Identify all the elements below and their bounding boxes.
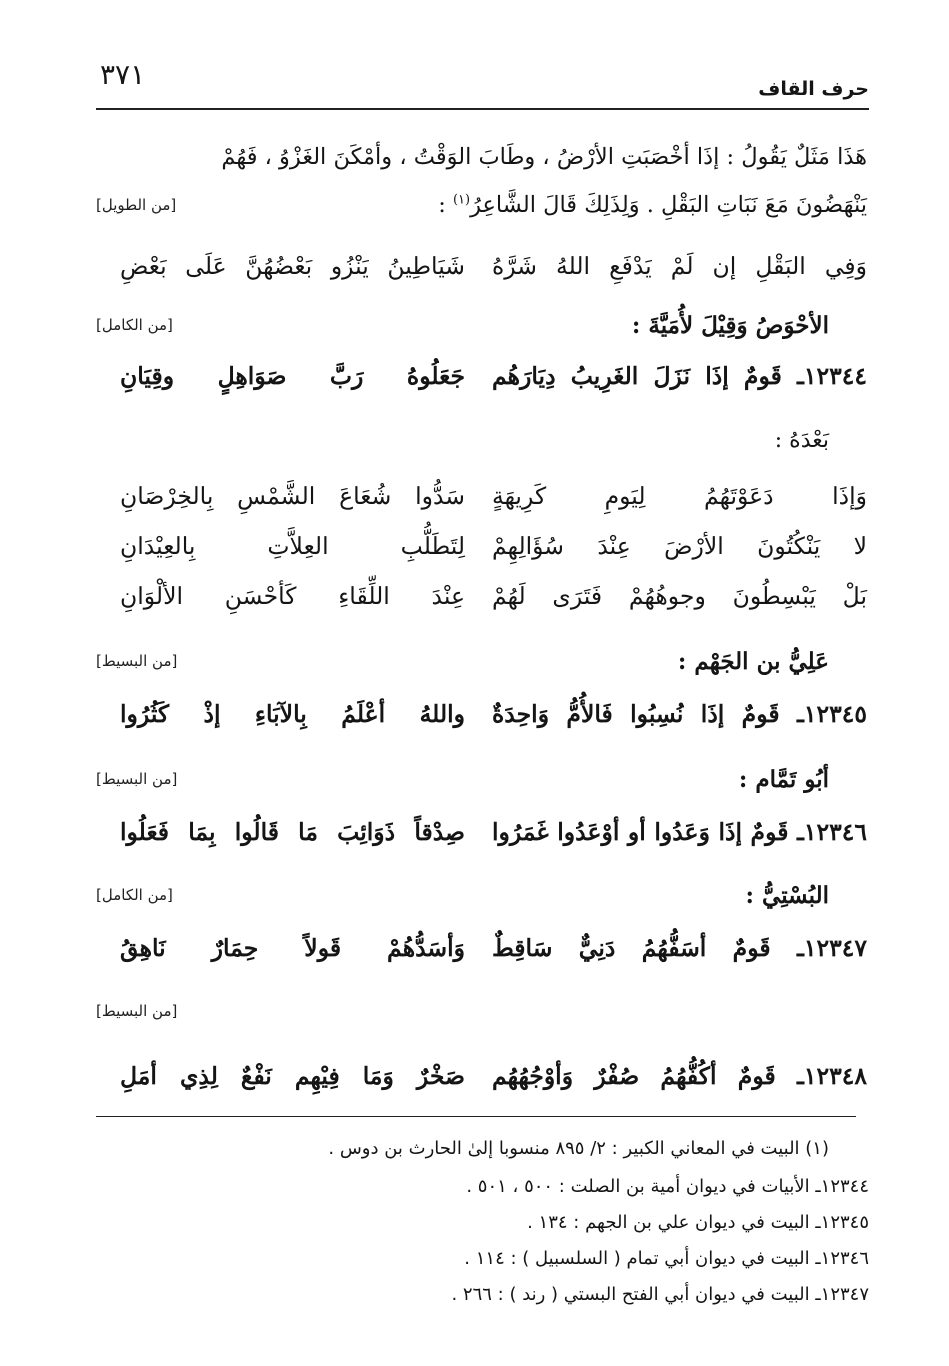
verse-0-right: وَفِي البَقْلِ إن لَمْ يَدْفَعِ اللهُ شَرَّهُ (492, 252, 867, 280)
footnote-12344: ١٢٣٤٤ـ الأبيات في ديوان أمية بن الصلت : ٥٠٠ ، ٥٠١ . (466, 1176, 869, 1197)
chapter-title: حرف القاف (758, 78, 869, 100)
verse-12345-left: واللهُ أعْلَمُ بِالآبَاءِ إذْ كَثُرُوا (120, 700, 465, 728)
couplet-1-left: سَدُّوا شُعَاعَ الشَّمْسِ بِالخِرْصَانِ (120, 482, 465, 510)
couplet-3-right: بَلْ يَبْسِطُونَ وجوهُهُمْ فَتَرَى لَهُمْ (492, 582, 867, 610)
verse-12345-right: ١٢٣٤٥ـ قَومٌ إذَا نُسِبُوا فَالأُمُّ وَاحِدَةٌ (492, 700, 867, 728)
couplet-2-left: لِتَطَلُّبِ العِلاَّتِ بِالعِيْدَانِ (120, 532, 465, 560)
verse-0-left: شَيَاطِينُ يَنْزُو بَعْضُهُنَّ عَلَى بَعْضِ (120, 252, 465, 280)
meter-12347: [من الكامل] (96, 886, 173, 904)
verse-12344-right: ١٢٣٤٤ـ قَومٌ إذَا نَزَلَ الغَرِيبُ دِيَارَهُم (492, 362, 867, 390)
poet-12344: الأحْوَصُ وَقِيْلَ لأُمَيَّةَ : (631, 312, 829, 339)
footnote-ref: (١) (452, 192, 471, 208)
intro-line-1: هَذَا مَثَلٌ يَقُولُ : إذَا أخْصَبَتِ الأرْضُ ، وطَابَ الوَقْتُ ، وأمْكَنَ الغَزْوُ ، فَهُمْ (221, 144, 867, 170)
verse-12348-left: صَخْرٌ وَمَا فِيْهِم نَفْعٌ لِذِي أمَلِ (120, 1062, 465, 1090)
page-number: ٣٧١ (100, 58, 146, 91)
meter-12348: [من البسيط] (96, 1002, 178, 1020)
intro-line-2 (260, 192, 867, 219)
couplet-3-left: عِنْدَ اللِّقَاءِ كَأحْسَنِ الألْوَانِ (120, 582, 465, 610)
meter-12346: [من البسيط] (96, 770, 178, 788)
intro-line-2-text: يَنْهَضُونَ مَعَ نَبَاتِ البَقْلِ . وَلِذَلِكَ قَالَ الشَّاعِرُ (470, 192, 867, 218)
meter-12345: [من البسيط] (96, 652, 178, 670)
meter-label-tawil: [من الطويل] (96, 196, 177, 214)
verse-12348-right: ١٢٣٤٨ـ قَومٌ أكُفُّهُمُ صُفْرٌ وَأوْجُهُهُم (492, 1062, 867, 1090)
verse-12347-right: ١٢٣٤٧ـ قَومٌ أسَفُّهُمُ دَنِيٌّ سَاقِطٌ (492, 934, 867, 962)
couplet-2-right: لا يَنْكُتُونَ الأرْضَ عِنْدَ سُؤَالِهِمْ (492, 532, 867, 560)
footnote-12346: ١٢٣٤٦ـ البيت في ديوان أبي تمام ( السلسبيل ) : ١١٤ . (464, 1248, 869, 1269)
verse-12347-left: وَأسَدُّهُمْ قَولاً حِمَارٌ نَاهِقُ (120, 934, 465, 962)
footnote-divider (96, 1116, 856, 1117)
footnote-12345: ١٢٣٤٥ـ البيت في ديوان علي بن الجهم : ١٣٤ . (527, 1212, 869, 1233)
verse-12346-right: ١٢٣٤٦ـ قَومٌ إذَا وَعَدُوا أو أوْعَدُوا غَمَرُوا (492, 818, 867, 846)
footnote-1: (١) البيت في المعاني الكبير : ٢/ ٨٩٥ منسوبا إلىٰ الحارث بن دوس . (328, 1138, 829, 1159)
verse-12346-left: صِدْقاً ذَوَائِبَ مَا قَالُوا بِمَا فَعَلُوا (120, 818, 465, 846)
couplet-1-right: وَإذَا دَعَوْتَهُمُ لِيَومِ كَرِيهَةٍ (492, 482, 867, 510)
poet-12346: أبُو تَمَّام : (738, 766, 829, 793)
intro-line-2-end: : (438, 192, 453, 218)
footnote-12347: ١٢٣٤٧ـ البيت في ديوان أبي الفتح البستي ( رند ) : ٢٦٦ . (451, 1284, 869, 1305)
after-label: بَعْدَهُ : (774, 428, 829, 453)
header-divider (96, 108, 869, 110)
poet-12347: البُسْتِيُّ : (745, 882, 829, 909)
meter-12344: [من الكامل] (96, 316, 173, 334)
verse-12344-left: جَعَلُوهُ رَبَّ صَوَاهِلٍ وقِيَانِ (120, 362, 465, 390)
poet-12345: عَلِيُّ بن الجَهْم : (677, 648, 829, 675)
